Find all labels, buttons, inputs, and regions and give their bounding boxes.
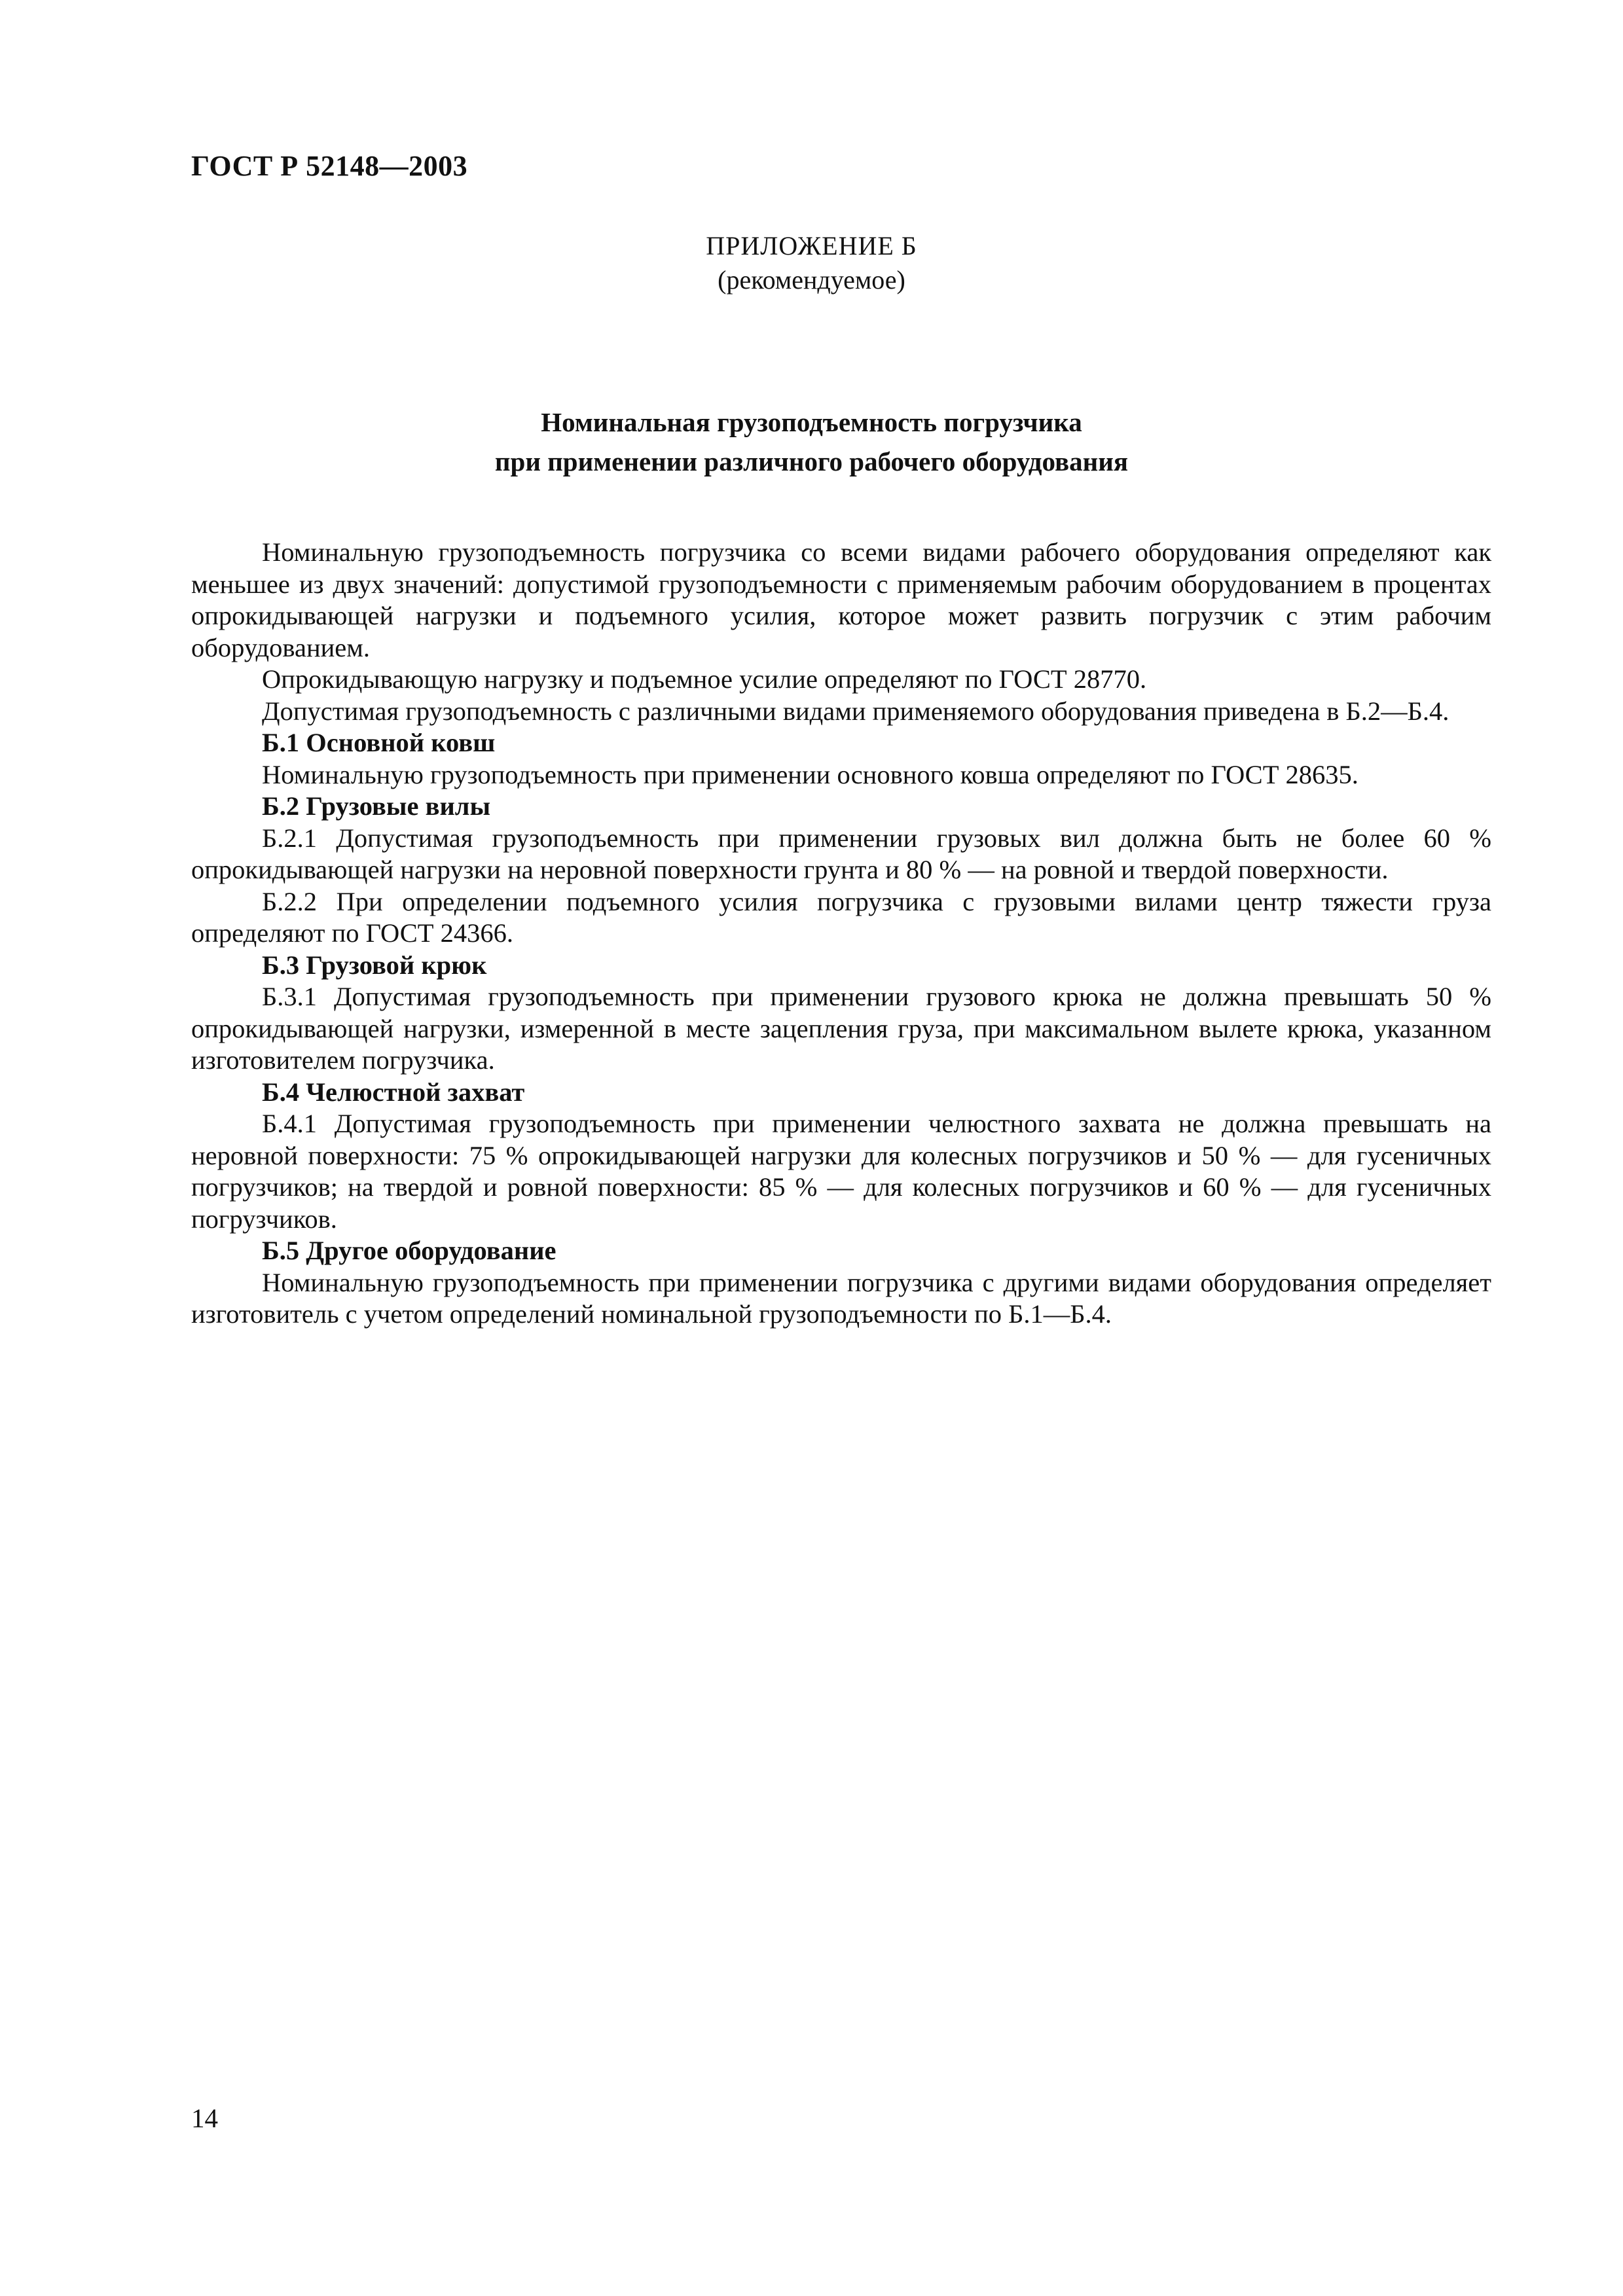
paragraph-b1: Номинальную грузоподъемность при применении основного ковша определяют по ГОСТ 28635. [262,759,1359,789]
paragraph-b4-1: Б.4.1 Допустимая грузоподъемность при применении челюстного захвата не должна превышать на неровной поверхности: 75 % опрокидывающей нагрузки для колесных погрузчиков и 50 % — для гусеничных погрузчиков; на твердой и ровной поверхности: 85 % — для колесных погрузчиков и 60 % — для гусеничных погрузчиков. [191,1109,1491,1234]
paragraph-b3-1: Б.3.1 Допустимая грузоподъемность при применении грузового крюка не должна превышать 50 % опрокидывающей нагрузки, измеренной в месте зацепления груза, при максимальном вылете крюка, указанном изготовителем погрузчика. [191,982,1491,1075]
heading-b2: Б.2 Грузовые вилы [262,791,491,821]
heading-b5: Б.5 Другое оборудование [262,1236,556,1265]
paragraph-b2-2: Б.2.2 При определении подъемного усилия погрузчика с грузовыми вилами центр тяжести груза определяют по ГОСТ 24366. [191,886,1491,948]
paragraph-b5: Номинальную грузоподъемность при применении погрузчика с другими видами оборудования определяет изготовитель с учетом определений номинальной грузоподъемности по Б.1—Б.4. [191,1267,1491,1329]
appendix-subtitle: (рекомендуемое) [718,265,905,295]
paragraph-intro: Номинальную грузоподъемность погрузчика со всеми видами рабочего оборудования определяют как меньшее из двух значений: допустимой грузоподъемности с применяемым рабочим оборудованием в процентах опрокидывающей нагрузки и подъемного усилия, которое может развить погрузчик с этим рабочим оборудованием. [191,537,1491,662]
section-title-line-1: Номинальная грузоподъемность погрузчика [541,407,1082,437]
document-code: ГОСТ Р 52148—2003 [191,150,468,182]
section-title [0,403,1623,481]
appendix-heading [0,229,1623,297]
paragraph-b2-1: Б.2.1 Допустимая грузоподъемность при применении грузовых вил должна быть не более 60 % опрокидывающей нагрузки на неровной поверхности грунта и 80 % — на ровной и твердой поверхности. [191,823,1491,884]
paragraph-tipping-load: Опрокидывающую нагрузку и подъемное усилие определяют по ГОСТ 28770. [262,664,1147,694]
section-title-line-2: при применении различного рабочего оборудования [494,446,1129,476]
page-number: 14 [191,2103,218,2133]
heading-b3: Б.3 Грузовой крюк [262,950,487,980]
body-text [191,537,1491,1331]
appendix-title: ПРИЛОЖЕНИЕ Б [706,231,917,260]
heading-b4: Б.4 Челюстной захват [262,1077,525,1107]
paragraph-allowable-capacity: Допустимая грузоподъемность с различными видами применяемого оборудования приведена в Б.2—Б.4. [262,696,1450,726]
heading-b1: Б.1 Основной ковш [262,728,496,757]
